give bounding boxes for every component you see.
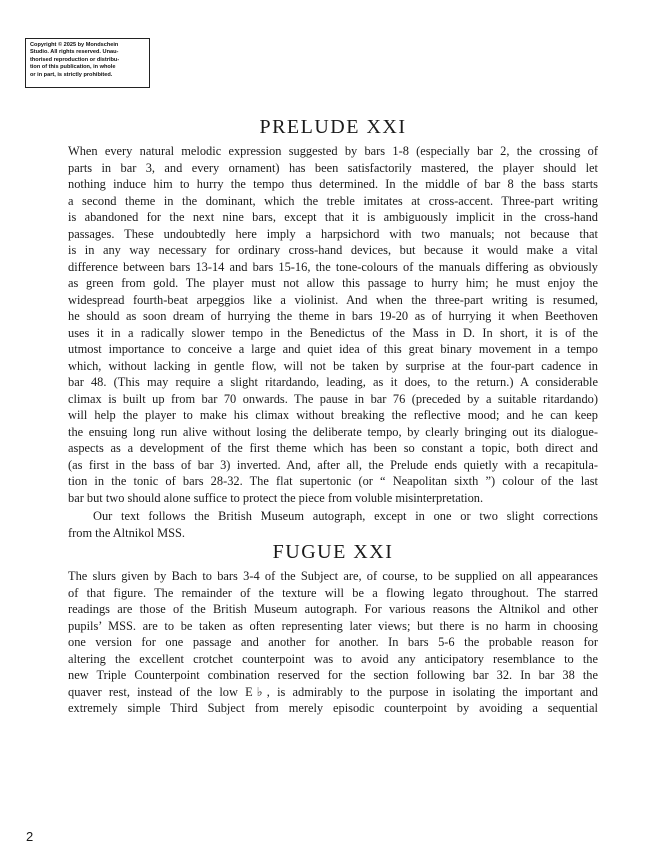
copyright-line: tion of this publication, in whole — [30, 64, 116, 71]
text-line: of that figure. The remainder of the texture will be a flowing legato throughout. The starred — [68, 585, 598, 600]
text-line: passages. These undoubtedly here imply a harpsichord with two manuals; not because that — [68, 226, 598, 241]
text-line: will help the player to make his climax without breaking the reflective mood; and he can keep — [68, 408, 598, 422]
fugue-title: FUGUE XXI — [272, 541, 394, 563]
text-line: altering the excellent crotchet counterpoint was to avoid any anticipatory resemblance to the — [68, 651, 598, 666]
text-line: Our text follows the British Museum autograph, except in one or two slight corrections — [93, 509, 598, 523]
text-line: a second theme in the dominant, which the treble imitates at cross-accent. Three-part writing — [68, 193, 598, 208]
text-line: uses it in a radically slower tempo in the Benedictus of the Mass in D. In short, it is of the — [68, 325, 598, 340]
text-line: quaver rest, instead of the low E♭, is admirably to the purpose in isolating the important and — [68, 684, 598, 699]
copyright-line: or in part, is strictly prohibited. — [30, 71, 113, 78]
text-line: nothing induce him to hurry the tempo thus determined. In the middle of bar 8 the bass starts — [68, 177, 598, 191]
text-line: as green from gold. The player must not allow this passage to hurry him; he must enjoy the — [68, 276, 598, 290]
prelude-paragraph-2 — [68, 508, 598, 541]
text-line: readings are those of the British Museum autograph. For various reasons the Altnikol and other — [68, 602, 598, 616]
text-line: parts in bar 3, and every ornament) has been satisfactorily mastered, the player should let — [68, 160, 598, 175]
fugue-paragraph-1 — [68, 568, 598, 717]
copyright-line: Copyright © 2025 by Mondschein — [30, 42, 119, 48]
text-line: he should as soon dream of hurrying the theme in bars 19-20 as of hurrying it when Beethoven — [68, 309, 598, 323]
text-line: from the Altnikol MSS. — [68, 525, 186, 540]
text-line: bar but two should alone suffice to protect the piece from voluble misinterpretation. — [68, 490, 484, 505]
copyright-line: Studio. All rights reserved. Unau- — [30, 49, 119, 56]
text-line: new Triple Counterpoint combination reserved for the section following bar 32. In bar 38 the — [68, 668, 598, 682]
text-line: widespread fourth-beat arpeggios like a violinist. And when the three-part writing is resumed, — [68, 292, 598, 307]
text-line: When every natural melodic expression suggested by bars 1-8 (especially bar 2, the crossing of — [68, 144, 598, 158]
text-line: extremely simple Third Subject from merely episodic counterpoint by avoiding a sequential — [68, 701, 598, 715]
copyright-line: thorised reproduction or distribu- — [30, 56, 120, 63]
prelude-body — [68, 143, 598, 541]
text-line: utmost importance to conceive a large and quiet idea of this great binary movement in a tempo — [68, 342, 598, 356]
text-line: pupils’ MSS. are to be taken as often representing later views; but there is no harm in choosing — [68, 618, 598, 633]
text-line: is in any way necessary for ordinary cross-hand devices, but because it would make a vital — [68, 243, 598, 257]
prelude-paragraph-1 — [68, 143, 598, 506]
text-line: (as first in the bass of bar 3) inverted. And, after all, the Prelude ends quietly with a recapitula- — [68, 457, 598, 472]
fugue-body — [68, 568, 598, 717]
text-line: bar 48. (This may require a slight ritardando, leading, as it does, to the return.) A considerable — [68, 375, 598, 389]
text-line: the ensuing long run alive without losing the deliberate tempo, by clearly bringing out its dialogue- — [68, 424, 598, 439]
text-line: tion in the tonic of bars 28-32. The flat supertonic (or “ Neapolitan sixth ”) colour of the last — [68, 474, 598, 488]
text-line: climax is built up from bar 70 onwards. The pause in bar 76 (preceded by a suitable ritardando) — [68, 391, 598, 406]
prelude-title: PRELUDE XXI — [259, 116, 407, 138]
text-line: which, without lacking in gentle flow, will not be taken by surprise at the four-part cadence in — [68, 358, 598, 373]
copyright-notice — [25, 38, 150, 88]
text-line: is abandoned for the next nine bars, except that it is ambiguously implicit in the cross-hand — [68, 210, 598, 224]
text-line: aspects as a development of the first theme which has been so constant a topic, both direct and — [68, 441, 598, 455]
text-line: The slurs given by Bach to bars 3-4 of the Subject are, of course, to be supplied on all appearances — [68, 569, 598, 583]
text-line: one version for one passage and another for another. In bars 5-6 the probable reason for — [68, 635, 598, 649]
page-number: 2 — [26, 829, 34, 844]
text-line: difference between bars 13-14 and bars 15-16, the tone-colours of the manuals differing as obviously — [68, 259, 598, 274]
